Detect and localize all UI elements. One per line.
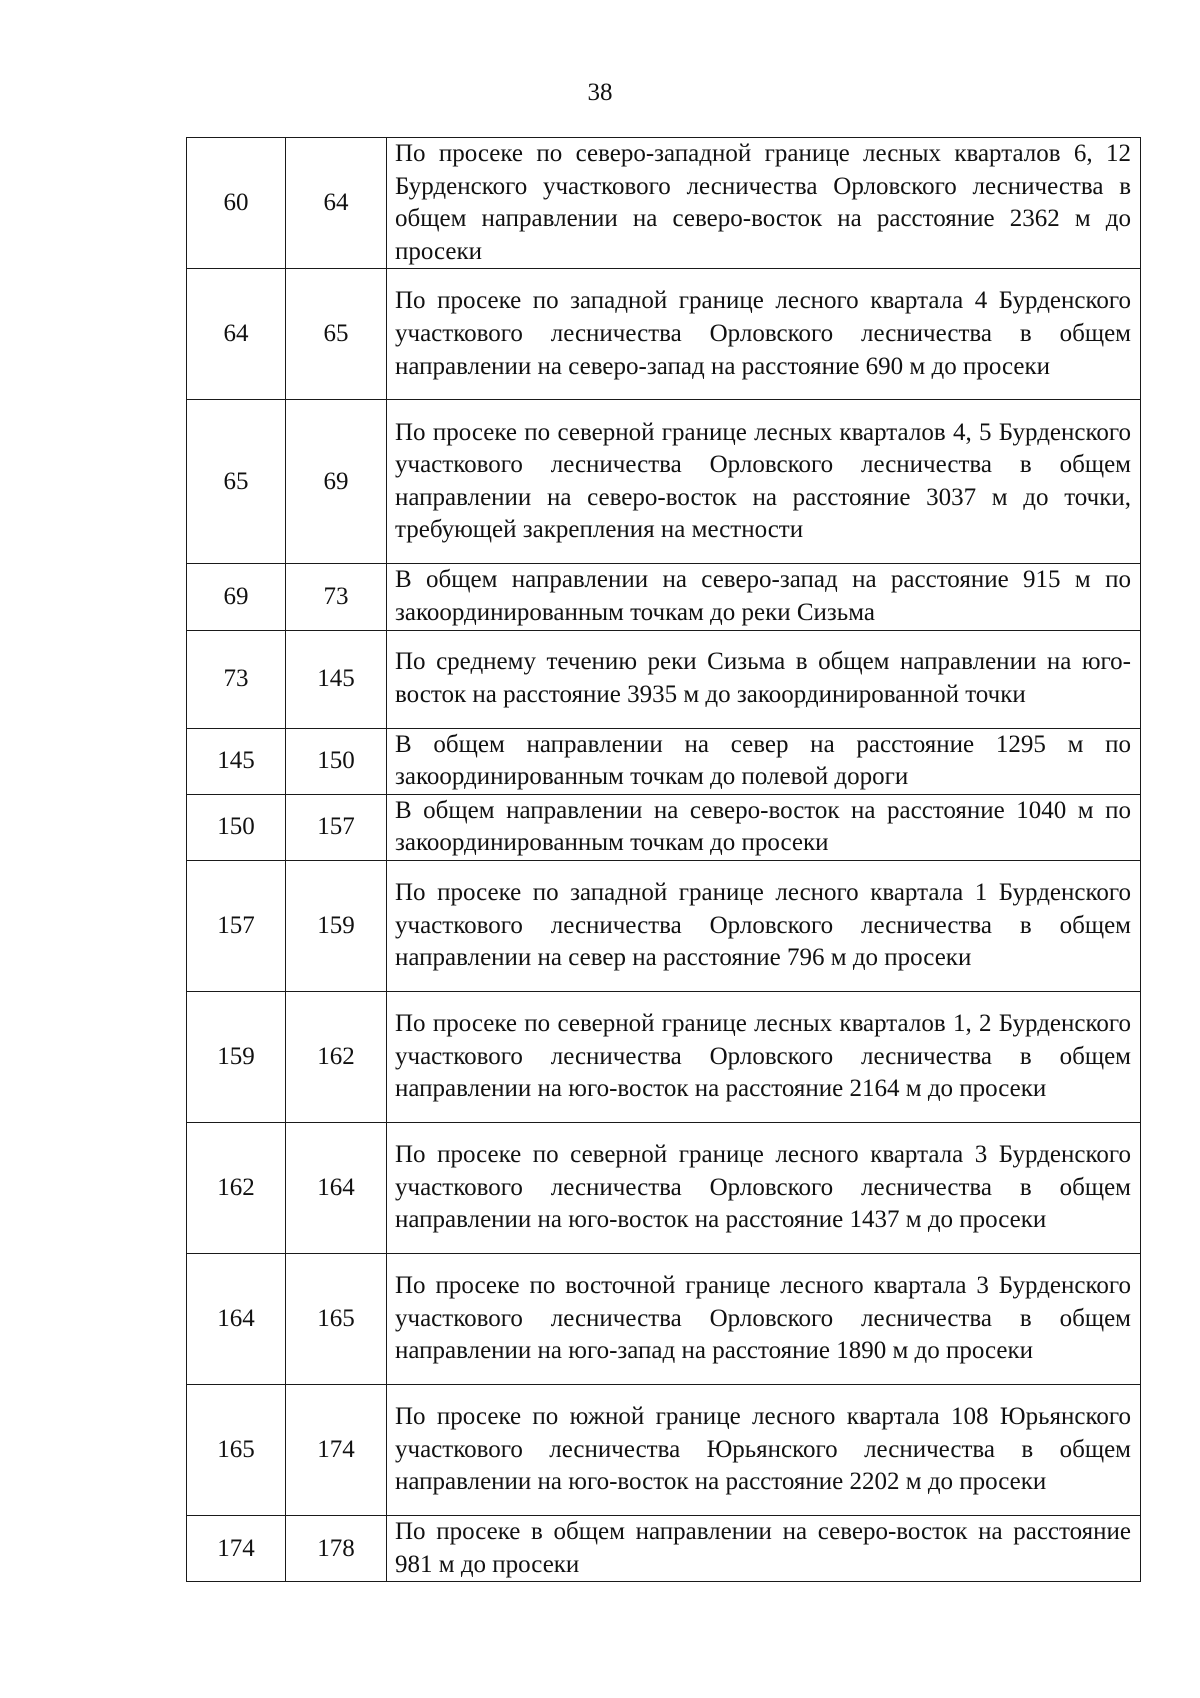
- boundary-description-cell: По просеке по восточной границе лесного квартала 3 Бурденского участкового лесничества Орловского лесничества в общем направлении на юго-запад на расстояние 1890 м до просеки: [387, 1253, 1141, 1384]
- boundary-description-cell: По просеке по западной границе лесного квартала 4 Бурденского участкового лесничества Орловского лесничества в общем направлении на северо-запад на расстояние 690 м до просеки: [387, 269, 1141, 400]
- from-point-cell: 157: [187, 860, 286, 991]
- table-row: [187, 138, 1141, 269]
- table-row: [187, 1384, 1141, 1515]
- boundary-description-cell: По просеке по западной границе лесного квартала 1 Бурденского участкового лесничества Орловского лесничества в общем направлении на север на расстояние 796 м до просеки: [387, 860, 1141, 991]
- boundary-description-cell: В общем направлении на северо-запад на расстояние 915 м по закоординированным точкам до реки Сизьма: [387, 564, 1141, 630]
- table-row: [187, 1122, 1141, 1253]
- to-point-cell: 159: [286, 860, 387, 991]
- boundary-description-cell: По просеке по северо-западной границе лесных кварталов 6, 12 Бурденского участкового лесничества Орловского лесничества в общем направлении на северо-восток на расстояние 2362 м до просеки: [387, 138, 1141, 269]
- table-row: [187, 860, 1141, 991]
- to-point-cell: 174: [286, 1384, 387, 1515]
- to-point-cell: 69: [286, 400, 387, 564]
- to-point-cell: 164: [286, 1122, 387, 1253]
- to-point-cell: 178: [286, 1515, 387, 1581]
- boundary-description-cell: По просеке по северной границе лесного квартала 3 Бурденского участкового лесничества Орловского лесничества в общем направлении на юго-восток на расстояние 1437 м до просеки: [387, 1122, 1141, 1253]
- to-point-cell: 145: [286, 630, 387, 728]
- from-point-cell: 69: [187, 564, 286, 630]
- to-point-cell: 64: [286, 138, 387, 269]
- boundary-description-cell: В общем направлении на север на расстояние 1295 м по закоординированным точкам до полевой дороги: [387, 728, 1141, 794]
- boundary-description-table: [186, 137, 1141, 1582]
- boundary-description-cell: По просеке по северной границе лесных кварталов 1, 2 Бурденского участкового лесничества Орловского лесничества в общем направлении на юго-восток на расстояние 2164 м до просеки: [387, 991, 1141, 1122]
- table-row: [187, 728, 1141, 794]
- from-point-cell: 65: [187, 400, 286, 564]
- from-point-cell: 145: [187, 728, 286, 794]
- from-point-cell: 64: [187, 269, 286, 400]
- to-point-cell: 162: [286, 991, 387, 1122]
- to-point-cell: 157: [286, 794, 387, 860]
- from-point-cell: 159: [187, 991, 286, 1122]
- to-point-cell: 150: [286, 728, 387, 794]
- boundary-description-cell: По просеке по южной границе лесного квартала 108 Юрьянского участкового лесничества Юрьянского лесничества в общем направлении на юго-восток на расстояние 2202 м до просеки: [387, 1384, 1141, 1515]
- table-row: [187, 400, 1141, 564]
- table-row: [187, 269, 1141, 400]
- from-point-cell: 60: [187, 138, 286, 269]
- to-point-cell: 65: [286, 269, 387, 400]
- from-point-cell: 174: [187, 1515, 286, 1581]
- table-row: [187, 991, 1141, 1122]
- table-row: [187, 1515, 1141, 1581]
- from-point-cell: 150: [187, 794, 286, 860]
- page-number: 38: [587, 79, 613, 106]
- boundary-description-cell: По просеке в общем направлении на северо-восток на расстояние 981 м до просеки: [387, 1515, 1141, 1581]
- table-row: [187, 1253, 1141, 1384]
- to-point-cell: 73: [286, 564, 387, 630]
- boundary-description-cell: По среднему течению реки Сизьма в общем направлении на юго-восток на расстояние 3935 м до закоординированной точки: [387, 630, 1141, 728]
- boundary-description-cell: В общем направлении на северо-восток на расстояние 1040 м по закоординированным точкам до просеки: [387, 794, 1141, 860]
- boundary-description-cell: По просеке по северной границе лесных кварталов 4, 5 Бурденского участкового лесничества Орловского лесничества в общем направлении на северо-восток на расстояние 3037 м до точки, требующей закрепления на местности: [387, 400, 1141, 564]
- table-row: [187, 630, 1141, 728]
- table-row: [187, 794, 1141, 860]
- from-point-cell: 164: [187, 1253, 286, 1384]
- table-row: [187, 564, 1141, 630]
- to-point-cell: 165: [286, 1253, 387, 1384]
- from-point-cell: 162: [187, 1122, 286, 1253]
- from-point-cell: 165: [187, 1384, 286, 1515]
- from-point-cell: 73: [187, 630, 286, 728]
